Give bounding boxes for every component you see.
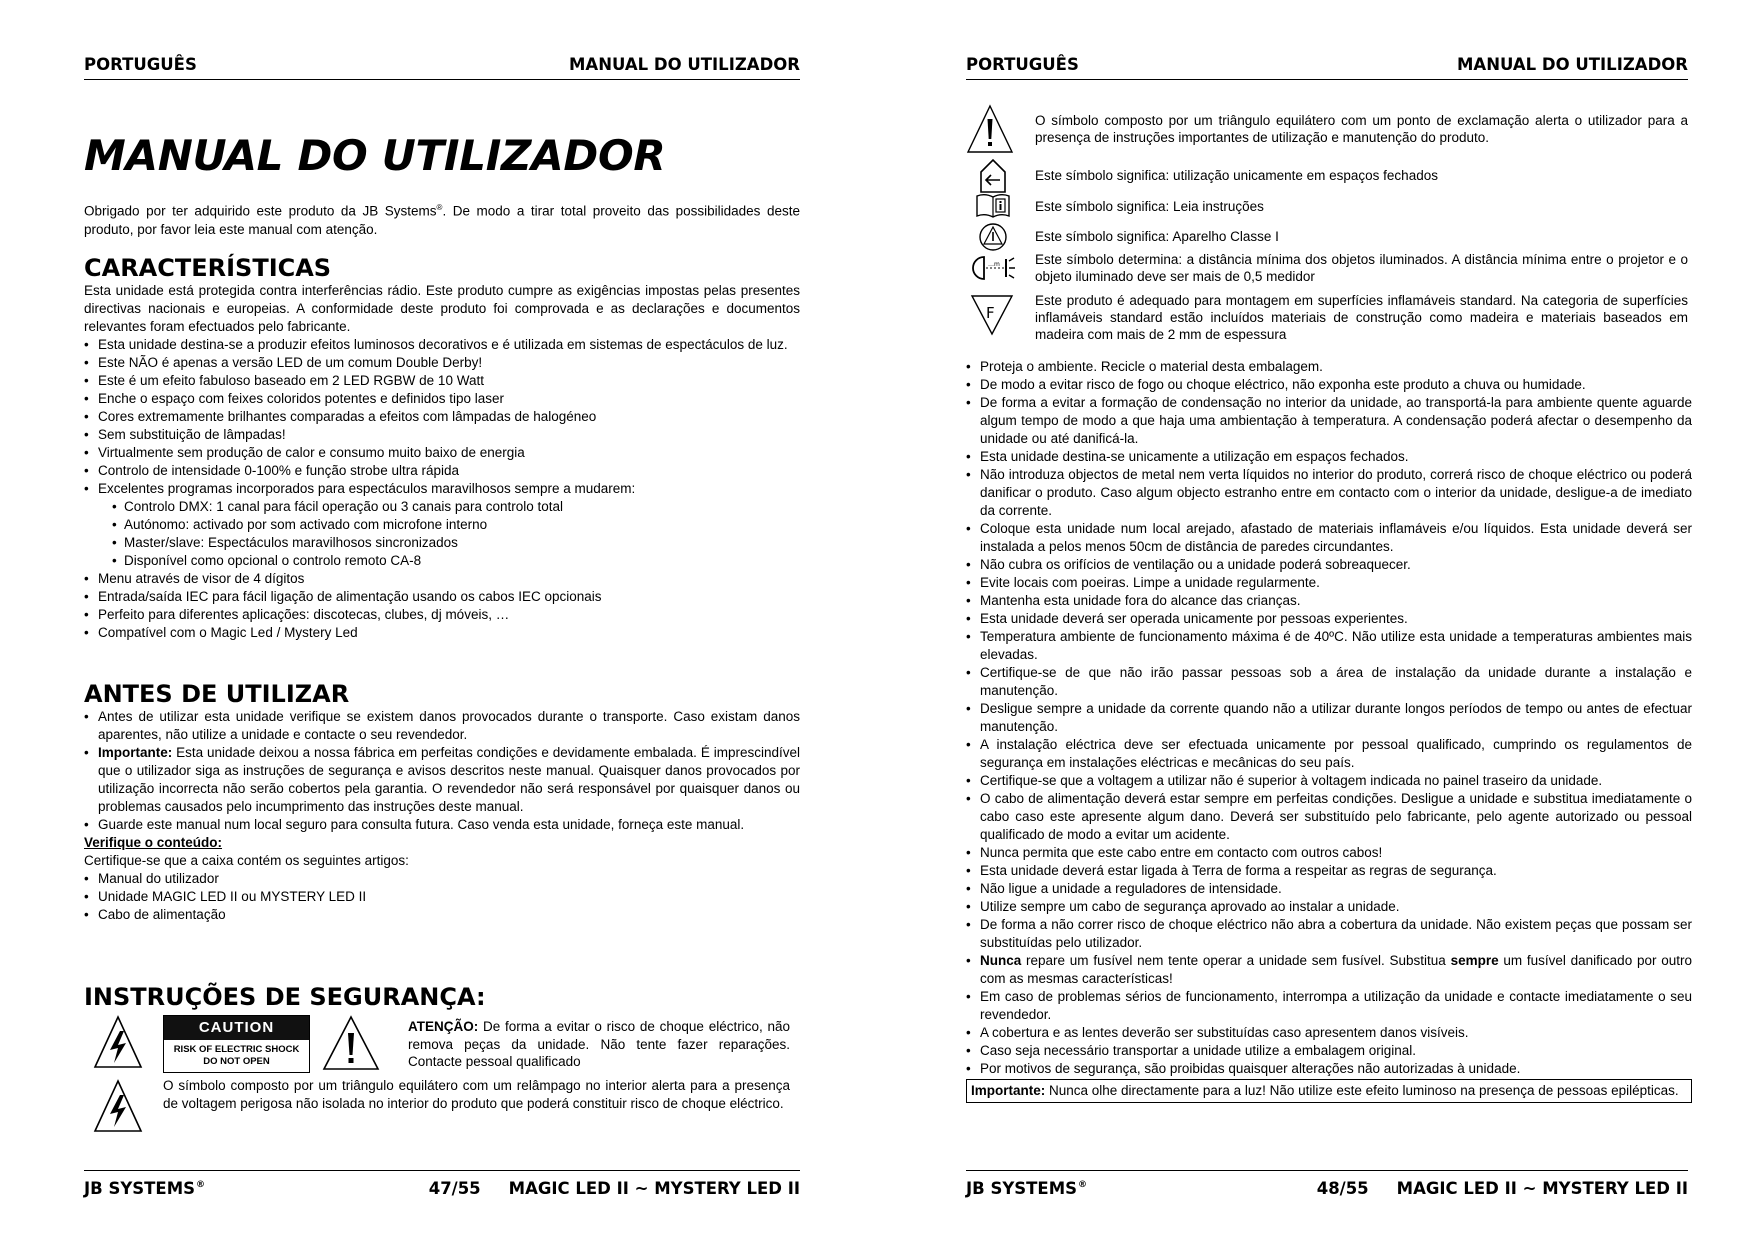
- intro-registered: ®: [436, 203, 443, 212]
- before-use-heading: ANTES DE UTILIZAR: [84, 680, 350, 708]
- list-item: • Desligue sempre a unidade da corrente quando não a utilizar durante longos períodos de tempo ou antes de efectuar manutenção.: [966, 700, 1692, 736]
- features-list: [84, 336, 800, 498]
- list-item: • Nunca permita que este cabo entre em contacto com outros cabos!: [966, 844, 1692, 862]
- list-item: • Autónomo: activado por som activado com microfone interno: [112, 516, 800, 534]
- footer-registered: ®: [1078, 1180, 1088, 1190]
- features-section: [84, 254, 800, 642]
- exclamation-triangle-icon: [966, 104, 1014, 154]
- list-item: • Utilize sempre um cabo de segurança aprovado ao instalar a unidade.: [966, 898, 1692, 916]
- symbol-text: Este símbolo significa: Leia instruções: [1035, 199, 1264, 214]
- list-item: • Mantenha esta unidade fora do alcance das crianças.: [966, 592, 1692, 610]
- svg-text:…m: …m: [988, 261, 1000, 268]
- page-header: [84, 53, 800, 80]
- list-item: • Por motivos de segurança, são proibidas quaisquer alterações não autorizadas à unidade.: [966, 1060, 1692, 1078]
- list-item: • Entrada/saída IEC para fácil ligação de alimentação usando os cabos IEC opcionais: [84, 588, 800, 606]
- list-item: [84, 744, 800, 816]
- lightning-symbol-text: O símbolo composto por um triângulo equilátero com um relâmpago no interior alerta para a presença de voltagem perigosa não isolada no interior do produto que poderá constituir risco de choque eléctrico.: [163, 1078, 790, 1111]
- list-item: • Menu através de visor de 4 dígitos: [84, 570, 800, 588]
- symbol-text: Este símbolo significa: utilização unicamente em espaços fechados: [1035, 168, 1438, 183]
- intro-text-b: . De modo a tirar total proveito das possibilidades deste produto, por favor leia este manual com atenção.: [84, 203, 800, 237]
- caution-line-1: RISK OF ELECTRIC SHOCK: [173, 1044, 300, 1055]
- attention-text: [408, 1018, 790, 1071]
- header-title: MANUAL DO UTILIZADOR: [1457, 55, 1688, 74]
- fuse-always: sempre: [1450, 953, 1499, 968]
- page-footer: [966, 1170, 1688, 1204]
- safety-heading: INSTRUÇÕES DE SEGURANÇA:: [84, 983, 486, 1011]
- before-use-list: [84, 708, 800, 834]
- caution-label: [163, 1015, 310, 1073]
- footer-brand: [84, 1179, 205, 1198]
- list-item: • Controlo de intensidade 0-100% e função strobe ultra rápida: [84, 462, 800, 480]
- list-item: • Temperatura ambiente de funcionamento máxima é de 40ºC. Não utilize esta unidade a temperaturas ambientes mais elevadas.: [966, 628, 1692, 664]
- verify-contents-heading: Verifique o conteúdo:: [84, 835, 223, 850]
- features-heading: CARACTERÍSTICAS: [84, 254, 332, 282]
- indoor-use-icon: [978, 158, 1008, 194]
- list-item: • Proteja o ambiente. Recicle o material desta embalagem.: [966, 358, 1692, 376]
- list-item: • A cobertura e as lentes deverão ser substituídas caso apresentem danos visíveis.: [966, 1024, 1692, 1042]
- list-item: • De modo a evitar risco de fogo ou choque eléctrico, não exponha este produto a chuva ou humidade.: [966, 376, 1692, 394]
- footer-registered: ®: [196, 1180, 206, 1190]
- footer-product: MAGIC LED II ~ MYSTERY LED II: [1396, 1179, 1688, 1198]
- list-item: • Guarde este manual num local seguro para consulta futura. Caso venda esta unidade, forneça este manual.: [84, 816, 800, 834]
- footer-brand-text: JB SYSTEMS: [966, 1179, 1078, 1198]
- electric-shock-warning-icon: [93, 1015, 143, 1069]
- header-title: MANUAL DO UTILIZADOR: [569, 55, 800, 74]
- important-text: Esta unidade deixou a nossa fábrica em perfeitas condições e devidamente embalada. É imprescindível que o utilizador siga as instruções de segurança e avisos descritos neste manual. Quaisquer danos provocados por utilização incorrecta não serão cobertos pela garantia. O revendedor não será responsável por quaisquer danos ou problemas causados pelo incumprimento das instruções deste manual.: [98, 745, 800, 814]
- page-footer: [84, 1170, 800, 1204]
- list-item: • Esta unidade destina-se a produzir efeitos luminosos decorativos e é utilizada em sistemas de espectáculos de luz.: [84, 336, 800, 354]
- footer-brand-text: JB SYSTEMS: [84, 1179, 196, 1198]
- attention-label: ATENÇÃO:: [408, 1019, 479, 1034]
- electric-shock-warning-icon: [93, 1079, 143, 1133]
- before-use-section: [84, 680, 800, 924]
- list-item: • Controlo DMX: 1 canal para fácil operação ou 3 canais para controlo total: [112, 498, 800, 516]
- list-item: • Esta unidade destina-se unicamente a utilização em espaços fechados.: [966, 448, 1692, 466]
- footer-right: [1317, 1179, 1688, 1198]
- list-item: • De forma a não correr risco de choque eléctrico não abra a cobertura da unidade. Não existem peças que possam ser substituídas pelo utilizador.: [966, 916, 1692, 952]
- warnings-list: [966, 358, 1692, 1078]
- svg-text:F: F: [986, 304, 995, 322]
- symbol-text: Este produto é adequado para montagem em superfícies inflamáveis standard. Na categoria de superfícies inflamáveis standard estão incluídos materiais de construção como madeira e materiais baseados em madeira com mais de 2 mm de espessura: [1035, 293, 1688, 342]
- list-item: • Virtualmente sem produção de calor e consumo muito baixo de energia: [84, 444, 800, 462]
- page-title: MANUAL DO UTILIZADOR: [84, 131, 666, 180]
- important-notice-label: Importante:: [971, 1083, 1046, 1098]
- fuse-text-1: repare um fusível nem tente operar a unidade sem fusível. Substitua: [1021, 953, 1451, 968]
- list-item: • A instalação eléctrica deve ser efectuada unicamente por pessoal qualificado, cumprindo os regulamentos de segurança em instalações eléctricas e mecânicas do seu país.: [966, 736, 1692, 772]
- right-page: [966, 0, 1692, 1240]
- symbol-text: O símbolo composto por um triângulo equilátero com um ponto de exclamação alerta o utilizador para a presença de instruções importantes de utilização e manutenção do produto.: [1035, 113, 1688, 145]
- flammable-surface-icon: [970, 294, 1014, 336]
- footer-page-number: 48/55: [1316, 1179, 1369, 1198]
- footer-right: [429, 1179, 800, 1198]
- list-item: • Coloque esta unidade num local arejado, afastado de materiais inflamáveis e/ou líquidos. Esta unidade deverá ser instalada a pelos menos 50cm de distância de paredes circundantes.: [966, 520, 1692, 556]
- list-item: • Excelentes programas incorporados para espectáculos maravilhosos sempre a mudarem:: [84, 480, 800, 498]
- page-header: [966, 53, 1688, 80]
- contents-list: [84, 870, 800, 924]
- list-item: • Antes de utilizar esta unidade verifique se existem danos provocados durante o transporte. Caso existam danos aparentes, não utilize a unidade e contacte o seu revendedor.: [84, 708, 800, 744]
- list-item: • Caso seja necessário transportar a unidade utilize a embalagem original.: [966, 1042, 1692, 1060]
- intro-paragraph: [84, 199, 800, 239]
- list-item: • Compatível com o Magic Led / Mystery Led: [84, 624, 800, 642]
- list-item: • Esta unidade deverá estar ligada à Terra de forma a respeitar as regras de segurança.: [966, 862, 1692, 880]
- list-item: • Perfeito para diferentes aplicações: discotecas, clubes, dj móveis, …: [84, 606, 800, 624]
- left-page: [84, 0, 800, 1240]
- exclamation-warning-icon: [322, 1015, 380, 1071]
- features-sublist: [112, 498, 800, 570]
- list-item: • Esta unidade deverá ser operada unicamente por pessoas experientes.: [966, 610, 1692, 628]
- features-list-continued: [84, 570, 800, 642]
- list-item: • Não ligue a unidade a reguladores de intensidade.: [966, 880, 1692, 898]
- list-item: • Master/slave: Espectáculos maravilhosos sincronizados: [112, 534, 800, 552]
- list-item: • Cores extremamente brilhantes comparadas a efeitos com lâmpadas de halogéneo: [84, 408, 800, 426]
- list-item: • Disponível como opcional o controlo remoto CA-8: [112, 552, 800, 570]
- list-item: • Este é um efeito fabuloso baseado em 2 LED RGBW de 10 Watt: [84, 372, 800, 390]
- read-instructions-icon: [975, 193, 1011, 219]
- symbol-text: Este símbolo significa: Aparelho Classe I: [1035, 229, 1279, 244]
- important-label: Importante:: [98, 745, 173, 760]
- list-item: • Sem substituição de lâmpadas!: [84, 426, 800, 444]
- class-i-icon: [978, 222, 1008, 252]
- caution-line-2: DO NOT OPEN: [203, 1056, 270, 1067]
- list-item: • O cabo de alimentação deverá estar sempre em perfeitas condições. Desligue a unidade e substitua imediatamente o cabo caso este apresente algum dano. Deverá ser substituído pelo fabricante, pelo agente autorizado ou pessoal qualificado de modo a evitar um acidente.: [966, 790, 1692, 844]
- list-item: • Enche o espaço com feixes coloridos potentes e definidos tipo laser: [84, 390, 800, 408]
- min-distance-icon: [970, 253, 1016, 283]
- features-paragraph: Esta unidade está protegida contra interferências rádio. Este produto cumpre as exigências impostas pelas presentes directivas nacionais e europeias. A conformidade deste produto foi comprovada e as declarações e documentos relevantes foram efectuados pelo fabricante.: [84, 283, 800, 334]
- list-item: • Unidade MAGIC LED II ou MYSTERY LED II: [84, 888, 800, 906]
- list-item: • Este NÃO é apenas a versão LED de um comum Double Derby!: [84, 354, 800, 372]
- list-item: • Em caso de problemas sérios de funcionamento, interrompa a utilização da unidade e contacte imediatamente o seu revendedor.: [966, 988, 1692, 1024]
- fuse-never: Nunca: [980, 953, 1022, 968]
- fuse-text-2: um fusível danificado por outro com as mesmas características!: [980, 953, 1692, 986]
- list-item: • Manual do utilizador: [84, 870, 800, 888]
- list-item: • Não cubra os orifícios de ventilação ou a unidade poderá sobreaquecer.: [966, 556, 1692, 574]
- caution-title: CAUTION: [164, 1016, 309, 1040]
- footer-page-number: 47/55: [428, 1179, 481, 1198]
- symbol-text: Este símbolo determina: a distância mínima dos objetos iluminados. A distância mínima entre o projetor e o objeto iluminado deve ser mais de 0,5 medidor: [1035, 252, 1688, 284]
- header-language: PORTUGUÊS: [84, 55, 197, 74]
- safety-warnings: [966, 358, 1692, 1103]
- footer-product: MAGIC LED II ~ MYSTERY LED II: [508, 1179, 800, 1198]
- list-item: • De forma a evitar a formação de condensação no interior da unidade, ao transportá-la para ambiente quente aguarde algum tempo de modo a que haja uma ambientação à temperatura. A condensação poderá afectar o desempenho da unidade ou até danificá-la.: [966, 394, 1692, 448]
- header-language: PORTUGUÊS: [966, 55, 1079, 74]
- verify-contents-text: Certifique-se que a caixa contém os seguintes artigos:: [84, 853, 409, 868]
- list-item: [966, 952, 1692, 988]
- list-item: • Certifique-se que a voltagem a utilizar não é superior à voltagem indicada no painel traseiro da unidade.: [966, 772, 1692, 790]
- intro-text-a: Obrigado por ter adquirido este produto da JB Systems: [84, 203, 437, 219]
- list-item: • Cabo de alimentação: [84, 906, 800, 924]
- list-item: • Certifique-se de que não irão passar pessoas sob a área de instalação da unidade durante a instalação e manutenção.: [966, 664, 1692, 700]
- attention-body: De forma a evitar o risco de choque eléctrico, não remova peças da unidade. Não tente fazer reparações. Contacte pessoal qualificado: [408, 1019, 790, 1069]
- footer-brand: [966, 1179, 1087, 1198]
- list-item: • Evite locais com poeiras. Limpe a unidade regularmente.: [966, 574, 1692, 592]
- list-item: • Não introduza objectos de metal nem verta líquidos no interior do produto, correrá risco de choque eléctrico ou poderá danificar o produto. Caso algum objecto estranho entre em contacto com o interior da unidade, desligue-a de imediato da corrente.: [966, 466, 1692, 520]
- important-notice-text: Nunca olhe directamente para a luz! Não utilize este efeito luminoso na presença de pessoas epilépticas.: [1045, 1083, 1679, 1098]
- important-notice: [966, 1079, 1692, 1103]
